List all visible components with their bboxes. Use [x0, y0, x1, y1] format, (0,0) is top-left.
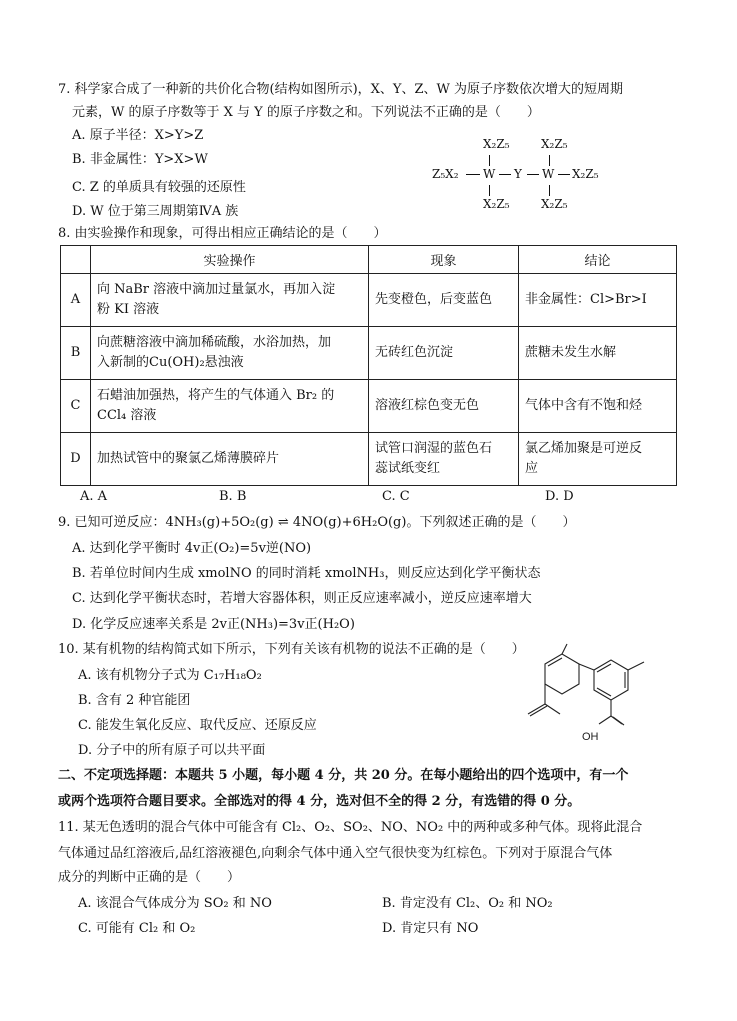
q8-answer-b: B. B	[219, 489, 247, 504]
q8-experiment-table	[60, 245, 677, 486]
struct-bond-yw	[527, 174, 539, 175]
op-line: 加热试管中的聚氯乙烯薄膜碎片	[97, 451, 280, 466]
q7-option-c: C. Z 的单质具有较强的还原性	[72, 180, 246, 195]
row-operation	[91, 380, 369, 433]
row-label: B	[61, 327, 91, 380]
row-phenomenon	[369, 274, 519, 327]
op-line: 向 NaBr 溶液中滴加过量氯水，再加入淀	[97, 282, 336, 297]
q8-stem: 8. 由实验操作和现象，可得出相应正确结论的是（ ）	[58, 226, 387, 241]
phenomenon-line: 无砖红色沉淀	[375, 345, 454, 360]
struct-bond-left	[466, 174, 480, 175]
row-label: D	[61, 433, 91, 486]
q10-option-a: A. 该有机物分子式为 C₁₇H₁₈O₂	[78, 668, 262, 683]
section2-line1: 二、不定项选择题：本题共 5 小题，每小题 4 分，共 20 分。在每小题给出的四个选项中，有一个	[58, 768, 629, 783]
q9-option-c: C. 达到化学平衡状态时，若增大容器体积，则正反应速率减小，逆反应速率增大	[72, 591, 532, 606]
q9-option-b: B. 若单位时间内生成 xmolNO 的同时消耗 xmolNH₃，则反应达到化学平衡状态	[72, 566, 541, 581]
row-phenomenon	[369, 327, 519, 380]
phenomenon-line: 溶液红棕色变无色	[375, 398, 480, 413]
struct-y: Y	[514, 167, 522, 181]
row-conclusion	[519, 327, 677, 380]
op-line: 入新制的Cu(OH)₂悬浊液	[97, 355, 244, 370]
phenomenon-line: 蕊试纸变红	[375, 461, 441, 476]
phenomenon-line: 先变橙色，后变蓝色	[375, 292, 493, 307]
struct-w-right: W	[542, 167, 555, 181]
q11-option-a: A. 该混合气体成分为 SO₂ 和 NO	[78, 896, 272, 911]
struct-bottom-left: X₂Z₅	[483, 197, 510, 211]
op-line: 粉 KI 溶液	[97, 302, 160, 317]
struct-bond-top-left	[489, 155, 490, 166]
row-operation	[91, 433, 369, 486]
q8-answer-d: D. D	[545, 489, 574, 504]
q7-stem-line2: 元素，W 的原子序数等于 X 与 Y 的原子序数之和。下列说法不正确的是（ ）	[72, 105, 540, 120]
struct-bottom-right: X₂Z₅	[541, 197, 568, 211]
op-line: 石蜡油加强热，将产生的气体通入 Br₂ 的	[97, 388, 335, 403]
table-row	[61, 380, 677, 433]
conclusion-line: 非金属性：Cl>Br>I	[525, 292, 647, 307]
q11-stem-line2: 气体通过品红溶液后,品红溶液褪色,向剩余气体中通入空气很快变为红棕色。下列对于原混合气体	[58, 846, 613, 861]
table-row	[61, 274, 677, 327]
struct-bond-right	[558, 174, 570, 175]
struct-bond-bottom-left	[489, 185, 490, 196]
struct-bond-wy	[499, 174, 511, 175]
q9-option-d: D. 化学反应速率关系是 2v正(NH₃)=3v正(H₂O)	[72, 617, 355, 632]
q11-option-c: C. 可能有 Cl₂ 和 O₂	[78, 921, 196, 936]
struct-w-left: W	[483, 167, 496, 181]
conclusion-line: 应	[525, 461, 539, 476]
q11-stem-line1: 11. 某无色透明的混合气体中可能含有 Cl₂、O₂、SO₂、NO、NO₂ 中的两种或多种气体。现将此混合	[58, 820, 643, 835]
row-conclusion	[519, 274, 677, 327]
struct-top-left: X₂Z₅	[483, 137, 510, 151]
table-row	[61, 433, 677, 486]
q7-stem-line1: 7. 科学家合成了一种新的共价化合物(结构如图所示)，X、Y、Z、W 为原子序数依次增大的短周期	[58, 82, 624, 97]
struct-top-right: X₂Z₅	[541, 137, 568, 151]
conclusion-line: 氯乙烯加聚是可逆反	[525, 441, 643, 456]
q10-option-b: B. 含有 2 种官能团	[78, 693, 191, 708]
q8-answer-c: C. C	[382, 489, 410, 504]
q8-answer-a: A. A	[80, 489, 108, 504]
struct-bond-top-right	[549, 155, 550, 166]
table-header-label	[61, 246, 91, 274]
q10-option-c: C. 能发生氧化反应、取代反应、还原反应	[78, 718, 317, 733]
struct-mid-left: Z₅X₂	[432, 167, 459, 181]
row-conclusion	[519, 380, 677, 433]
row-label: A	[61, 274, 91, 327]
q11-option-d: D. 肯定只有 NO	[382, 921, 479, 936]
row-label: C	[61, 380, 91, 433]
table-header-phenomenon: 现象	[369, 246, 519, 274]
op-line: 向蔗糖溶液中滴加稀硫酸，水浴加热，加	[97, 335, 332, 350]
row-phenomenon	[369, 433, 519, 486]
table-header-operation: 实验操作	[91, 246, 369, 274]
row-conclusion	[519, 433, 677, 486]
row-operation	[91, 274, 369, 327]
q7-option-b: B. 非金属性：Y>X>W	[72, 152, 208, 167]
q7-option-a: A. 原子半径：X>Y>Z	[72, 128, 204, 143]
struct-bond-bottom-right	[549, 185, 550, 196]
q9-option-a: A. 达到化学平衡时 4v正(O₂)=5v逆(NO)	[72, 541, 312, 556]
q11-stem-line3: 成分的判断中正确的是（ ）	[58, 870, 241, 885]
q7-option-d: D. W 位于第三周期第ⅣA 族	[72, 204, 239, 219]
row-phenomenon	[369, 380, 519, 433]
q10-option-d: D. 分子中的所有原子可以共平面	[78, 743, 266, 758]
q9-stem: 9. 已知可逆反应：4NH₃(g)+5O₂(g) ⇌ 4NO(g)+6H₂O(g)。下列叙述正确的是（ ）	[58, 515, 576, 530]
struct-mid-right: X₂Z₅	[572, 167, 599, 181]
table-row	[61, 327, 677, 380]
conclusion-line: 蔗糖未发生水解	[525, 345, 617, 360]
table-header-row	[61, 246, 677, 274]
q11-option-b: B. 肯定没有 Cl₂、O₂ 和 NO₂	[382, 896, 553, 911]
phenomenon-line: 试管口润湿的蓝色石	[375, 441, 493, 456]
q10-structure-diagram	[512, 640, 672, 750]
row-operation	[91, 327, 369, 380]
q10-oh-label: OH	[582, 731, 599, 743]
table-header-conclusion: 结论	[519, 246, 677, 274]
q10-stem: 10. 某有机物的结构简式如下所示，下列有关该有机物的说法不正确的是（ ）	[58, 642, 525, 657]
section2-line2: 或两个选项符合题目要求。全部选对的得 4 分，选对但不全的得 2 分，有选错的得 0 分。	[58, 794, 581, 809]
conclusion-line: 气体中含有不饱和烃	[525, 398, 643, 413]
op-line: CCl₄ 溶液	[97, 408, 157, 423]
